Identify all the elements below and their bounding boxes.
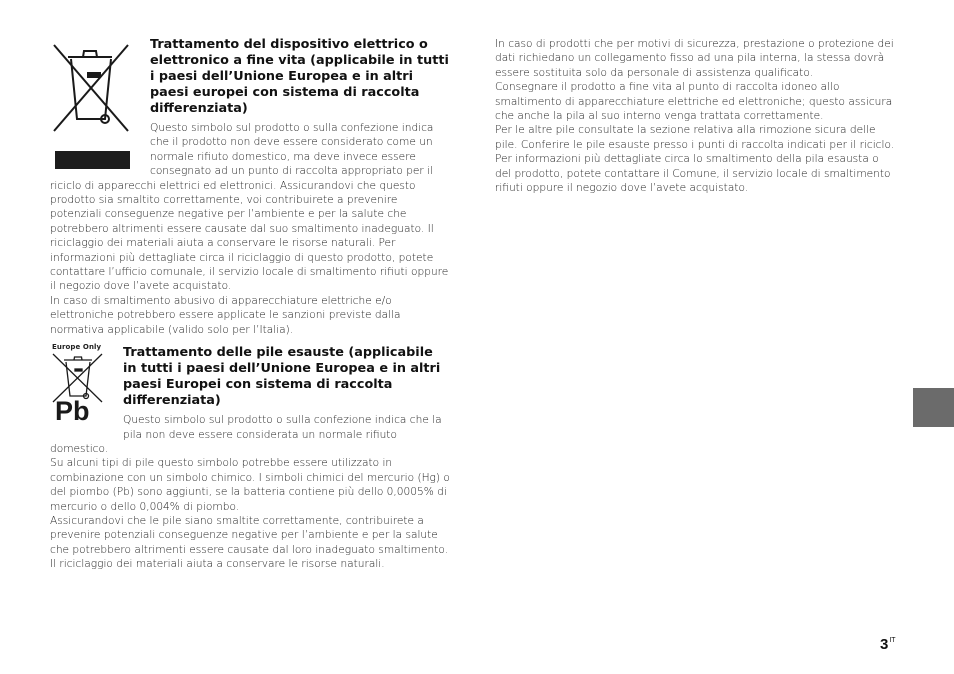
weee-symbol	[50, 37, 132, 172]
page-number-value: 3	[880, 636, 889, 653]
battery-paragraph-2: Su alcuni tipi di pile questo simbolo potrebbe essere utilizzato in combinazione con un simbolo chimico. I simboli chimici del mercurio (Hg) o del piombo (Pb) sono aggiunti, se la batteria contiene più dello 0,0005% di mercurio o dello 0,004% di piombo.	[50, 457, 450, 513]
section-side-tab	[913, 388, 954, 427]
right-column	[495, 37, 897, 195]
battery-section	[50, 345, 450, 571]
weee-paragraph-2: In caso di smaltimento abusivo di apparecchiature elettriche e/o elettroniche potrebbero essere applicate le sanzioni previste dalla normativa applicabile (valido solo per l’Italia).	[50, 294, 401, 336]
battery-heading: Trattamento delle pile esauste (applicabile in tutti i paesi dell’Unione Europea e in altri paesi Europei con sistema di raccolta differenziata)	[123, 345, 441, 409]
right-paragraph-1: In caso di prodotti che per motivi di sicurezza, prestazione o protezione dei dati richiedano un collegamento fisso ad una pila interna, la stessa dovrà essere sostituita solo da personale di assistenza qualificato.	[495, 38, 894, 79]
left-column	[50, 37, 450, 572]
weee-paragraph-1: Questo simbolo sul prodotto o sulla confezione indica che il prodotto non deve essere considerato come un normale rifiuto domestico, ma deve invece essere consegnato ad un punto di raccolta appropriato per il riciclo di apparecchi elettrici ed elettronici. Assicurandovi che questo prodotto sia smaltito correttamente, voi contribuirete a prevenire potenziali conseguenze negative per l’ambiente e per la salute che potrebbero altrimenti essere causate dal suo smaltimento inadeguato. Il riciclaggio dei materiali aiuta a conservare le risorse naturali. Per informazioni più dettagliate circa il riciclaggio di questo prodotto, potete contattare l’ufficio comunale, il servizio locale di smaltimento rifiuti oppure il negozio dove l’avete acquistato.	[50, 122, 449, 293]
right-paragraph-2: Consegnare il prodotto a fine vita al punto di raccolta idoneo allo smaltimento di apparecchiature elettriche ed elettroniche; questo assicura che anche la pila al suo interno venga trattata correttamente.	[495, 81, 893, 123]
crossed-out-wheelie-bin-icon	[50, 37, 132, 137]
battery-paragraph-1: Questo simbolo sul prodotto o sulla confezione indica che la pila non deve essere considerata un normale rifiuto domestico.	[50, 414, 442, 455]
europe-only-badge: Europe Only	[52, 343, 102, 352]
page-number	[880, 636, 896, 653]
weee-section	[50, 37, 450, 337]
battery-paragraph-4: Il riciclaggio dei materiali aiuta a conservare le risorse naturali.	[50, 558, 385, 571]
right-paragraph-3: Per le altre pile consultate la sezione relativa alla rimozione sicura delle pile. Conferire le pile esauste presso i punti di raccolta indicati per il riciclo.	[495, 124, 895, 151]
battery-symbol	[50, 343, 110, 433]
language-code: IT	[889, 637, 896, 644]
battery-paragraph-3: Assicurandovi che le pile siano smaltite correttamente, contribuirete a prevenire potenziali conseguenze negative per l’ambiente e per la salute che potrebbero altrimenti essere causate dal loro inadeguato smaltimento.	[50, 514, 449, 556]
pb-symbol: Pb	[55, 396, 90, 427]
weee-heading: Trattamento del dispositivo elettrico o elettronico a fine vita (applicabile in tutti i paesi dell’Unione Europea e in altri paesi europei con sistema di raccolta differenziata)	[150, 37, 449, 116]
black-bar	[55, 151, 130, 169]
right-paragraph-4: Per informazioni più dettagliate circa lo smaltimento della pila esausta o del prodotto, potete contattare il Comune, il servizio locale di smaltimento rifiuti oppure il negozio dove l’avete acquistato.	[495, 153, 891, 195]
